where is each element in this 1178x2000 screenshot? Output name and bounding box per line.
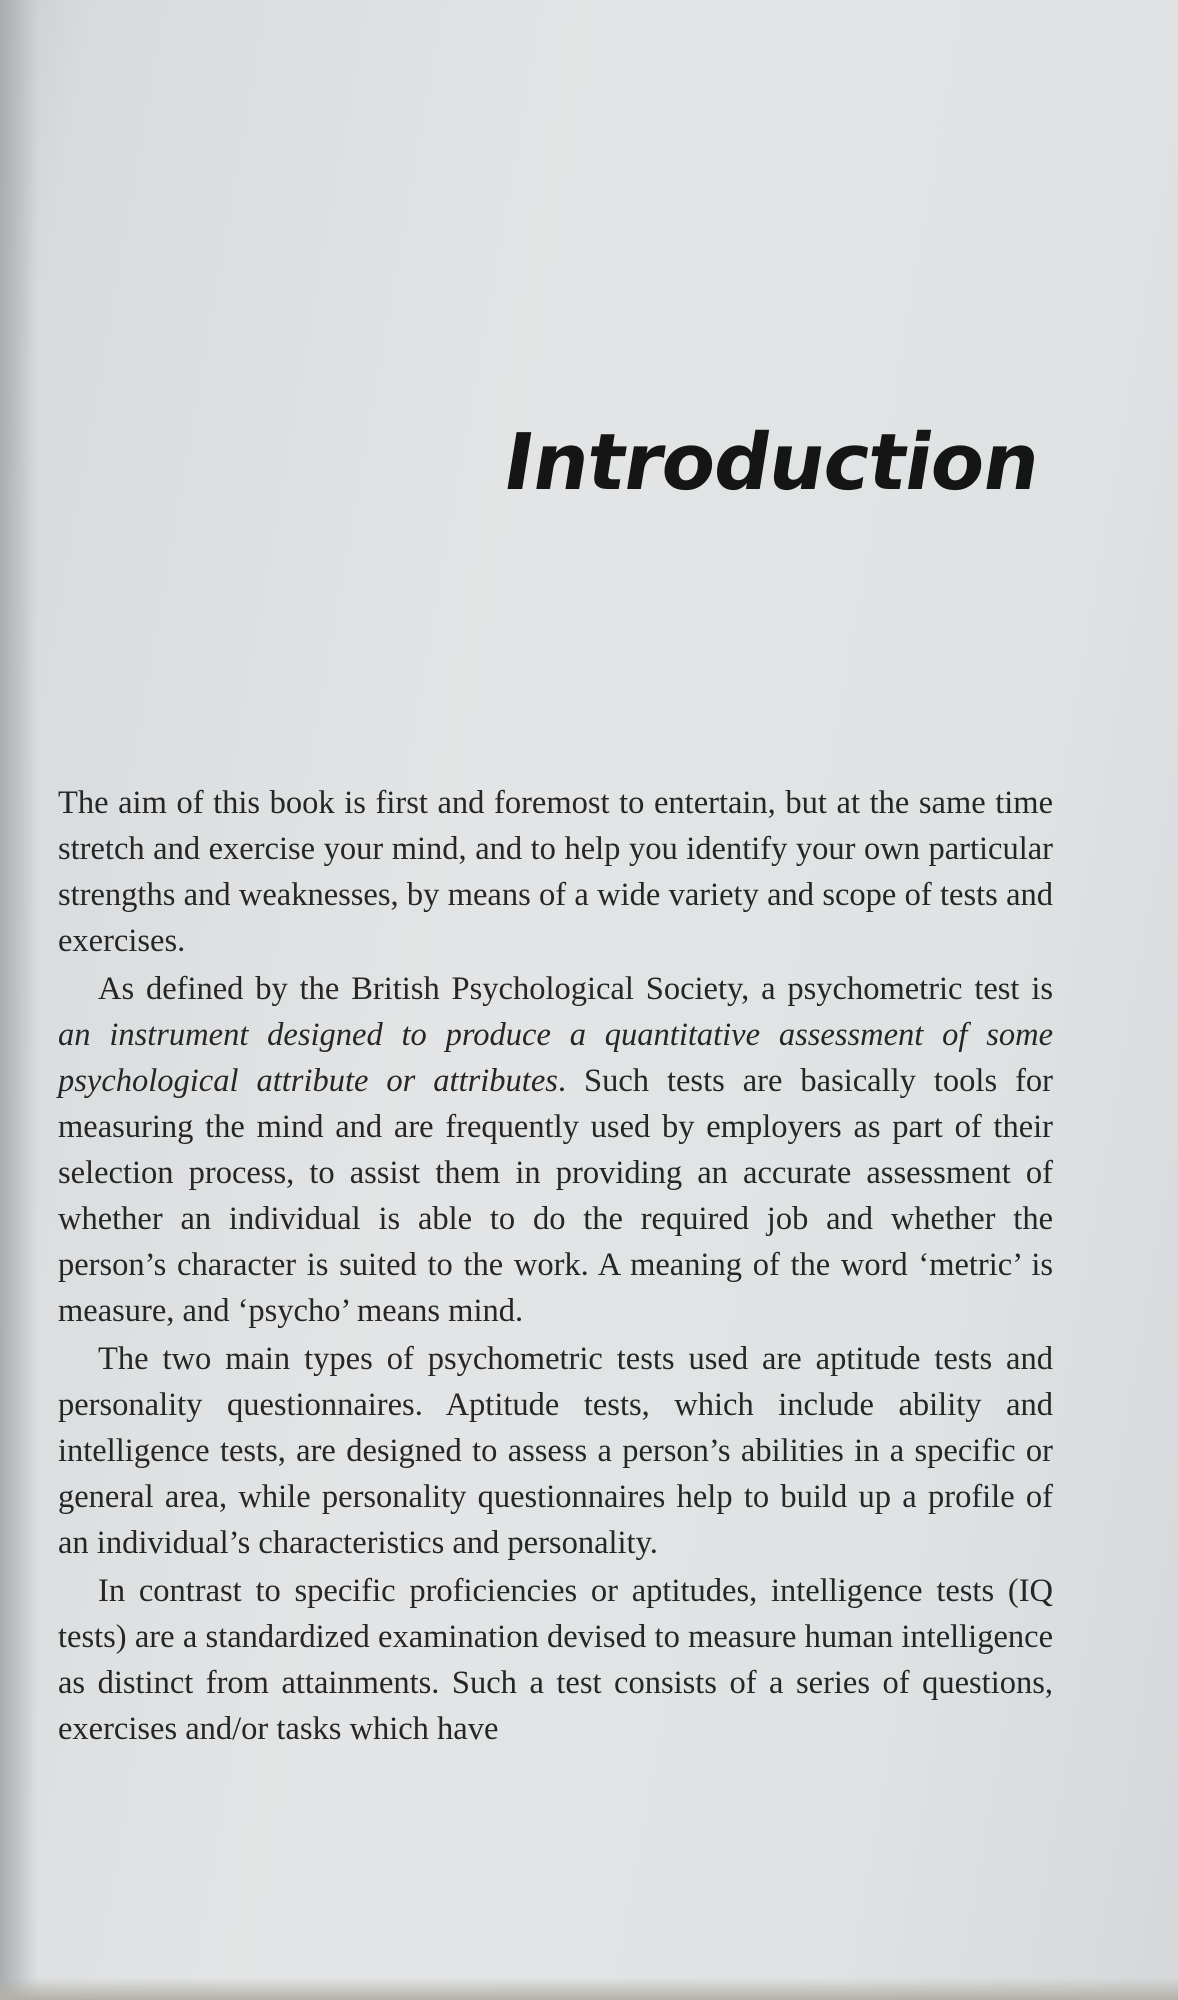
paragraph-definition (58, 966, 1053, 1334)
definition-intro: As defined by the British Psychological Society, a psychometric test is (98, 971, 1053, 1007)
body-text (58, 780, 1053, 1754)
definition-continuation: . Such tests are basically tools for measuring the mind and are frequently used by employers as part of their selection process, to assist them in providing an accurate assessment of whether an individual is able to do the required job and whether the person’s character is suited to the work. A meaning of the word ‘metric’ is measure, and ‘psycho’ means mind. (58, 1063, 1053, 1329)
paragraph-test-types: The two main types of psychometric tests used are aptitude tests and personality questionnaires. Aptitude tests, which include ability and intelligence tests, are designed to assess a person’s abilities in a specific or general area, while personality questionnaires help to build up a profile of an individual’s characteristics and personality. (58, 1341, 1053, 1561)
page-bottom-edge (0, 1978, 1178, 2000)
definition-quote: an instrument designed to produce a quantitative assessment of some psychological attribute or attributes (58, 1017, 1053, 1099)
paragraph-intelligence-tests: In contrast to specific proficiencies or aptitudes, intelligence tests (IQ tests) are a standardized examination devised to measure human intelligence as distinct from attainments. Such a test consists of a series of questions, exercises and/or tasks which have (58, 1573, 1053, 1747)
chapter-title: Introduction (503, 418, 1040, 508)
paragraph-aim: The aim of this book is first and foremost to entertain, but at the same time stretch and exercise your mind, and to help you identify your own particular strengths and weaknesses, by means of a wide variety and scope of tests and exercises. (58, 785, 1053, 959)
